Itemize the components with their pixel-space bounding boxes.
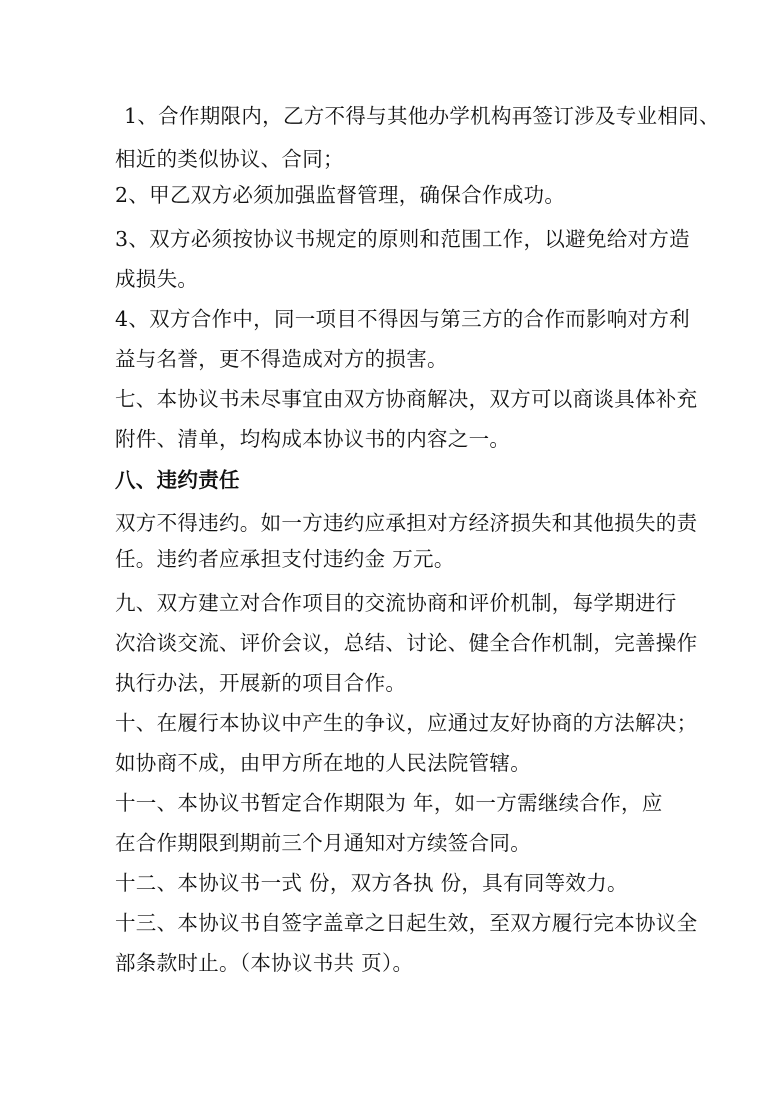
clause-10-line-2: 如协商不成，由甲方所在地的人民法院管辖。 <box>115 751 531 775</box>
clause-9-line-1: 九、双方建立对合作项目的交流协商和评价机制，每学期进行 <box>115 591 677 615</box>
clause-11-line-1: 十一、本协议书暂定合作期限为 年，如一方需继续合作，应 <box>115 791 663 815</box>
clause-8-line-2: 任。违约者应承担支付违约金 万元。 <box>115 547 455 571</box>
clause-11-line-2: 在合作期限到期前三个月通知对方续签合同。 <box>115 831 531 855</box>
clause-6-3-line-1: 3、双方必须按协议书规定的原则和范围工作，以避免给对方造 <box>115 227 690 251</box>
clause-9-line-3: 执行办法，开展新的项目合作。 <box>115 671 407 695</box>
clause-6-1-line-2: 相近的类似协议、合同； <box>115 147 344 171</box>
clause-10-line-1: 十、在履行本协议中产生的争议，应通过友好协商的方法解决； <box>115 711 698 735</box>
clause-8-line-1: 双方不得违约。如一方违约应承担对方经济损失和其他损失的责 <box>115 511 698 535</box>
clause-13-line-2: 部条款时止。（本协议书共 页）。 <box>115 951 414 975</box>
section-8-heading: 八、违约责任 <box>115 468 240 492</box>
clause-6-3-line-2: 成损失。 <box>115 267 199 291</box>
clause-13-line-1: 十三、本协议书自签字盖章之日起生效，至双方履行完本协议全 <box>115 911 698 935</box>
clause-6-4-line-2: 益与名誉，更不得造成对方的损害。 <box>115 347 448 371</box>
clause-12-line-1: 十二、本协议书一式 份，双方各执 份，具有同等效力。 <box>115 871 628 895</box>
clause-7-line-2: 附件、清单，均构成本协议书的内容之一。 <box>115 427 511 451</box>
clause-6-2-line-1: 2、甲乙双方必须加强监督管理，确保合作成功。 <box>115 183 566 207</box>
clause-6-4-line-1: 4、双方合作中，同一项目不得因与第三方的合作而影响对方利 <box>115 307 690 331</box>
clause-9-line-2: 次洽谈交流、评价会议，总结、讨论、健全合作机制，完善操作 <box>115 631 698 655</box>
clause-6-1-line-1: 1、合作期限内，乙方不得与其他办学机构再签订涉及专业相同、 <box>124 104 720 128</box>
clause-7-line-1: 七、本协议书未尽事宜由双方协商解决，双方可以商谈具体补充 <box>115 387 698 411</box>
